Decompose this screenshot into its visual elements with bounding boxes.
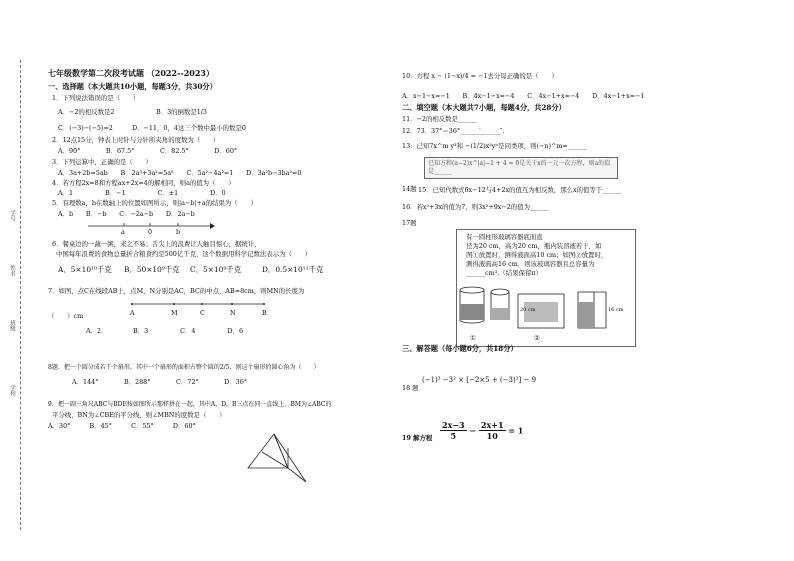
side-label-class: 班级 bbox=[9, 320, 15, 331]
q3-options: A．3a+2b=5ab B．2a³+3a²=5a⁵ C．5a²−4a²=1 D．3a²b−3ba²=0 bbox=[58, 169, 302, 177]
q6-stem-cont: 中国每年浪费的食物总量折合粮食约是500亿千克，这个数据用科学记数法表示为（ ） bbox=[56, 250, 312, 258]
q17-text-line-4: 测得液面高16 cm，则该玻璃容器且总容量为 bbox=[466, 260, 595, 268]
q5-stem: 5．有理数a，b在数轴上的位置如图所示，则|a−b|+a的结果为（ ） bbox=[52, 199, 257, 207]
q17-container-drawing bbox=[456, 282, 632, 338]
q4-options: A．1 B．−1 C．±1 D．0 bbox=[58, 189, 226, 197]
q3-stem: 3．下列运算中，正确的是（ ） bbox=[52, 158, 152, 166]
q17-label-20cm: 20 cm bbox=[520, 307, 536, 313]
q1-option-a: A．−2的相反数是2 bbox=[58, 108, 115, 116]
q15-stem: 15．已知代数式6x−12与4+2x的值互为相反数，那么x的值等于______ bbox=[418, 186, 622, 194]
q7-point-b: B bbox=[262, 309, 267, 317]
q17-label: 17题 bbox=[402, 219, 417, 227]
q19-rhs: = 1 bbox=[508, 425, 524, 436]
q7-stem: 7．如图，点C在线段AB上，点M，N分别是AC，BC的中点，AB=8cm，则MN的长度为 bbox=[48, 287, 305, 295]
q18-expression: (−1)³ −3² × [−2×5 + (−3)²] − 9 bbox=[422, 376, 537, 384]
triangle-ruler-figure bbox=[244, 428, 310, 486]
q8-stem: 8题．把一个圆分成若干个扇形，其中一个扇形的面积占整个圆的2/5，则这个扇形的圆心角为（ ） bbox=[48, 364, 320, 371]
q1-stem: 1．下列说法错误的是（ ） bbox=[52, 94, 140, 102]
q9-stem: 9．把一副三角尺ABC与BDE按如图所示那样拼在一起，其中A，D，B三点在同一直线上，BM为∠ABC的 bbox=[48, 401, 332, 408]
q17-label-16cm: 16 cm bbox=[608, 307, 624, 313]
q7-point-n: N bbox=[230, 309, 236, 317]
q5-options: A．b B．−b C．−2a−b D．2a−b bbox=[58, 210, 195, 218]
q17-text-line-2: 径为20 cm，高为20 cm，瓶内装溶液若干，如 bbox=[466, 242, 602, 250]
segment-figure bbox=[128, 300, 268, 308]
side-label-school: 学校 bbox=[9, 385, 15, 396]
q19-numerator-2: 2x+1 bbox=[480, 420, 504, 430]
q2-options: A．90° B．67.5° C．82.5° D．60° bbox=[58, 147, 238, 155]
q13-stem: 13．已知7x^m y³和 −(1/2)x²yⁿ是同类项，则(−n)^m=______ bbox=[402, 142, 587, 150]
q14-box-text: 已知方程(a−2)x^|a|−1 + 4 = 0是关于x的一元一次方程，则a的值是______ bbox=[428, 160, 611, 175]
side-label-id: 学号 bbox=[9, 210, 15, 221]
q7-options: A．2 B．3 C．4 D．6 bbox=[86, 327, 244, 335]
side-label-name: 姓名 bbox=[9, 265, 15, 276]
q9-options: A．30° B．45° C．55° D．60° bbox=[48, 422, 196, 430]
q12-stem: 12．73．37°＝36°______′______″. bbox=[402, 127, 505, 135]
q4-stem: 4．若方程2x=8和方程ax+2x=4的解相同，则a的值为（ ） bbox=[52, 179, 235, 187]
q18-label: 18 题 bbox=[402, 384, 419, 392]
q19-denominator-2: 10 bbox=[486, 431, 498, 441]
q6-stem: 6．餐桌边的一蔬一粥，来之不易；舌尖上的浪费让人触目惊心，据统计， bbox=[52, 240, 261, 248]
q6-option-c: C．5×10⁹千克 bbox=[190, 265, 242, 274]
q19-equation: $\frac{2x-3}{5}$ − $\frac{2x+1}{10}$ = 1 bbox=[442, 420, 524, 441]
q2-stem: 2．12点15分，钟表上时针与分针所夹角的度数为（ ） bbox=[52, 136, 220, 144]
numline-label-zero: 0 bbox=[148, 228, 153, 236]
q17-text-line-3: 图①放置时，测得液面高10 cm；如图②放置时， bbox=[466, 251, 608, 259]
q19-denominator-1: 5 bbox=[450, 431, 457, 441]
q1-option-d: D．−11，0，4这三个数中最小的数是0 bbox=[132, 124, 246, 132]
section-choice-heading: 一、选择题（本大题共10小题，每题3分，共30分） bbox=[48, 82, 217, 91]
q1-option-b: B．3的倒数是1/3 bbox=[156, 108, 207, 116]
q17-text-line-1: 有一圆柱形玻璃容器底面直 bbox=[466, 233, 543, 241]
section-fill-heading: 二、填空题（本大题共7小题，每题4分，共28分） bbox=[402, 103, 566, 112]
q16-stem: 16．若x²+3x的值为7，则3x²+9x−2的值为______ bbox=[402, 203, 550, 211]
q10-stem: 10．方程 x − (1−x)/4 = −1去分母正确的是（ ） bbox=[402, 72, 558, 80]
q1-option-c: C．(−3)−(−5)=2 bbox=[58, 124, 113, 132]
q6-option-b: B．50×10⁹千克 bbox=[124, 265, 180, 274]
q17-label-fig2: ② bbox=[534, 334, 540, 342]
q14-label: 14题 bbox=[402, 185, 417, 193]
page-title: 七年级数学第二次段考试题 （2022--2023） bbox=[48, 68, 214, 78]
q17-text-line-5: ______cm³.（结果保留π） bbox=[466, 269, 542, 277]
q17-label-fig1: ① bbox=[470, 334, 476, 342]
q8-options: A．144° B．288° C．72° D．36° bbox=[72, 378, 248, 386]
q7-point-c: C bbox=[200, 309, 205, 317]
q7-point-a: A bbox=[130, 309, 135, 317]
numline-label-b: b bbox=[176, 228, 181, 236]
q7-point-m: M bbox=[171, 309, 178, 317]
q9-stem-cont: 平分线，BN为∠CBE的平分线，则∠MBN的度数是（ ） bbox=[52, 411, 226, 419]
numline-label-a: a bbox=[121, 228, 125, 236]
q6-option-a: A．5×10¹⁰千克 bbox=[58, 265, 112, 274]
binding-line bbox=[20, 60, 21, 530]
q11-stem: 11．−2的相反数是______ bbox=[402, 115, 478, 123]
q6-option-d: D．0.5×10¹¹千克 bbox=[262, 265, 324, 274]
q19-numerator-1: 2x−3 bbox=[442, 420, 465, 430]
q7-stem-cont: （ ）cm bbox=[48, 312, 84, 320]
q19-label: 19 解方程 bbox=[402, 434, 433, 442]
section-answer-heading: 三、解答题（每小题6分，共18分） bbox=[402, 344, 518, 353]
q10-options: A．x−1−x=−1 B．4x−1−x=−4 C．4x−1+x=−4 D．4x−1+x=−1 bbox=[402, 92, 645, 100]
